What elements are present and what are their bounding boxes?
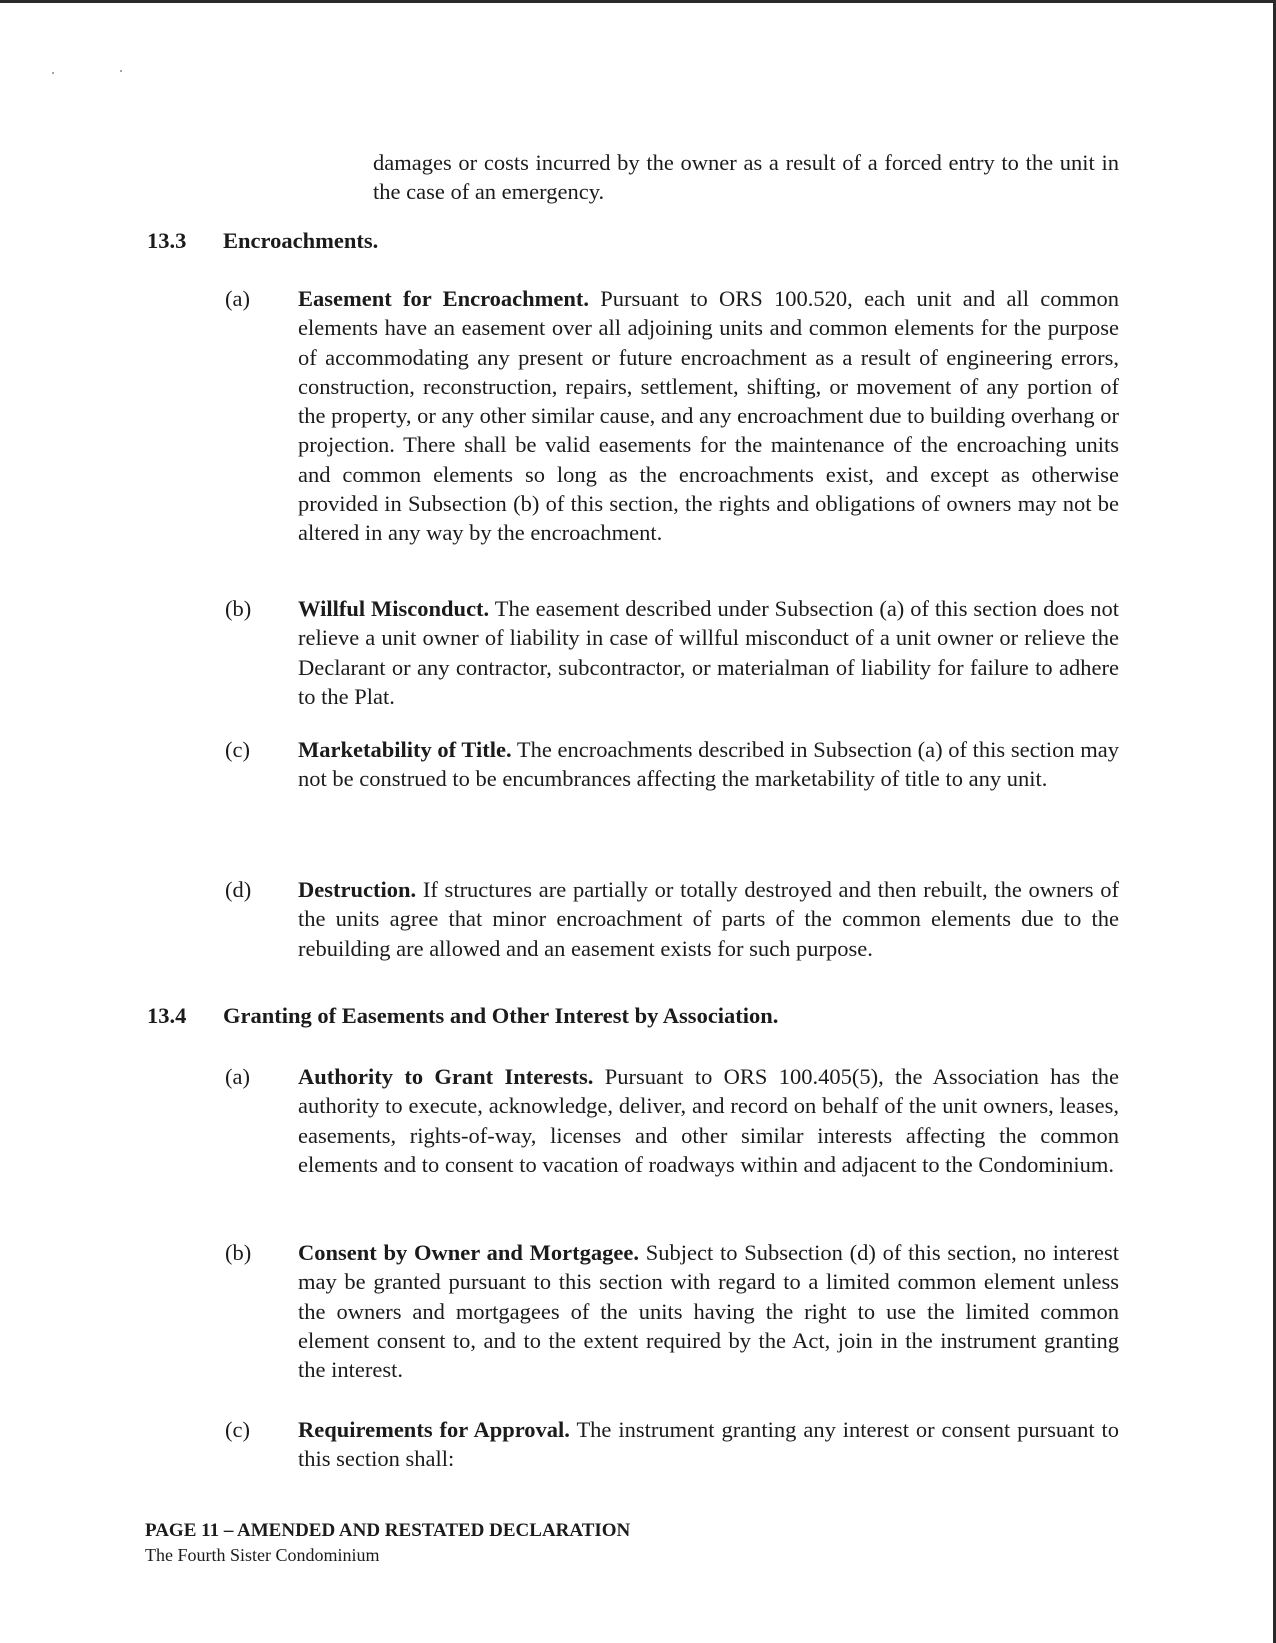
- subsection-13-4-b: [225, 1238, 1119, 1384]
- subsection-13-3-c: [225, 735, 1119, 794]
- section-number: 13.3: [147, 228, 187, 253]
- section-number: 13.4: [147, 1003, 187, 1028]
- subsection-13-4-a: [225, 1062, 1119, 1179]
- subsection-13-3-d: [225, 875, 1119, 963]
- section-heading-13-4: [147, 1003, 778, 1029]
- subsection-title: Marketability of Title.: [298, 737, 512, 762]
- subsection-text: If structures are partially or totally destroyed and then rebuilt, the owners of the units agree that minor encroachment of parts of the common elements due to the rebuilding are allowed and an easement exists for such purpose.: [298, 877, 1119, 961]
- subsection-body: [298, 875, 1119, 963]
- subsection-title: Willful Misconduct.: [298, 596, 490, 621]
- subsection-body: [298, 1238, 1119, 1384]
- scan-top-border: [0, 0, 1276, 3]
- subsection-text: The easement described under Subsection (a) of this section does not relieve a unit owner of liability in case of willful misconduct of a unit owner or relieve the Declarant or any contractor, subcontractor, or materialman of liability for failure to adhere to the Plat.: [298, 596, 1120, 709]
- subsection-13-4-c: [225, 1415, 1119, 1474]
- scan-speck: [52, 72, 54, 74]
- subsection-label: (a): [225, 286, 250, 311]
- subsection-title: Consent by Owner and Mortgagee.: [298, 1240, 639, 1265]
- section-title: Granting of Easements and Other Interest by Association.: [223, 1003, 779, 1028]
- section-heading-13-3: [147, 228, 378, 254]
- subsection-13-3-a: [225, 284, 1119, 548]
- subsection-label: (c): [225, 737, 250, 762]
- subsection-label: (b): [225, 596, 252, 621]
- subsection-title: Requirements for Approval.: [298, 1417, 570, 1442]
- subsection-label: (b): [225, 1240, 252, 1265]
- section-title: Encroachments.: [223, 228, 379, 253]
- page-footer: [145, 1519, 630, 1567]
- subsection-label: (c): [225, 1417, 250, 1442]
- subsection-text: The encroachments described in Subsection (a) of this section may not be construed to be encumbrances affecting the marketability of title to any unit.: [298, 737, 1119, 792]
- subsection-text: Subject to Subsection (d) of this section, no interest may be granted pursuant to this section with regard to a limited common element unless the owners and mortgagees of the units having the right to use the limited common element consent to, and to the extent required by the Act, join in the instrument granting the interest.: [298, 1240, 1119, 1383]
- subsection-text: The instrument granting any interest or consent pursuant to this section shall:: [298, 1417, 1119, 1472]
- subsection-body: [298, 284, 1119, 548]
- subsection-body: [298, 1415, 1119, 1474]
- subsection-title: Destruction.: [298, 877, 417, 902]
- continuation-paragraph: damages or costs incurred by the owner as a result of a forced entry to the unit in the case of an emergency.: [373, 150, 1119, 205]
- subsection-body: [298, 594, 1119, 711]
- subsection-label: (a): [225, 1064, 250, 1089]
- subsection-title: Authority to Grant Interests.: [298, 1064, 594, 1089]
- scan-speck: [120, 70, 122, 72]
- footer-project-name: The Fourth Sister Condominium: [145, 1545, 380, 1565]
- footer-page-title: PAGE 11 – AMENDED AND RESTATED DECLARATION: [145, 1520, 631, 1541]
- subsection-text: Pursuant to ORS 100.520, each unit and all common elements have an easement over all adjoining units and common elements for the purpose of accommodating any present or future encroachment as a result of engineering errors, construction, reconstruction, repairs, settlement, shifting, or movement of any portion of the property, or any other similar cause, and any encroachment due to building overhang or projection. There shall be valid easements for the maintenance of the encroaching units and common elements so long as the encroachments exist, and except as otherwise provided in Subsection (b) of this section, the rights and obligations of owners may not be altered in any way by the encroachment.: [298, 286, 1120, 546]
- subsection-13-3-b: [225, 594, 1119, 711]
- subsection-body: [298, 735, 1119, 794]
- subsection-text: Pursuant to ORS 100.405(5), the Association has the authority to execute, acknowledge, deliver, and record on behalf of the unit owners, leases, easements, rights-of-way, licenses and other similar interests affecting the common elements and to consent to vacation of roadways within and adjacent to the Condominium.: [298, 1064, 1119, 1177]
- subsection-label: (d): [225, 877, 252, 902]
- subsection-title: Easement for Encroachment.: [298, 286, 590, 311]
- subsection-body: [298, 1062, 1119, 1179]
